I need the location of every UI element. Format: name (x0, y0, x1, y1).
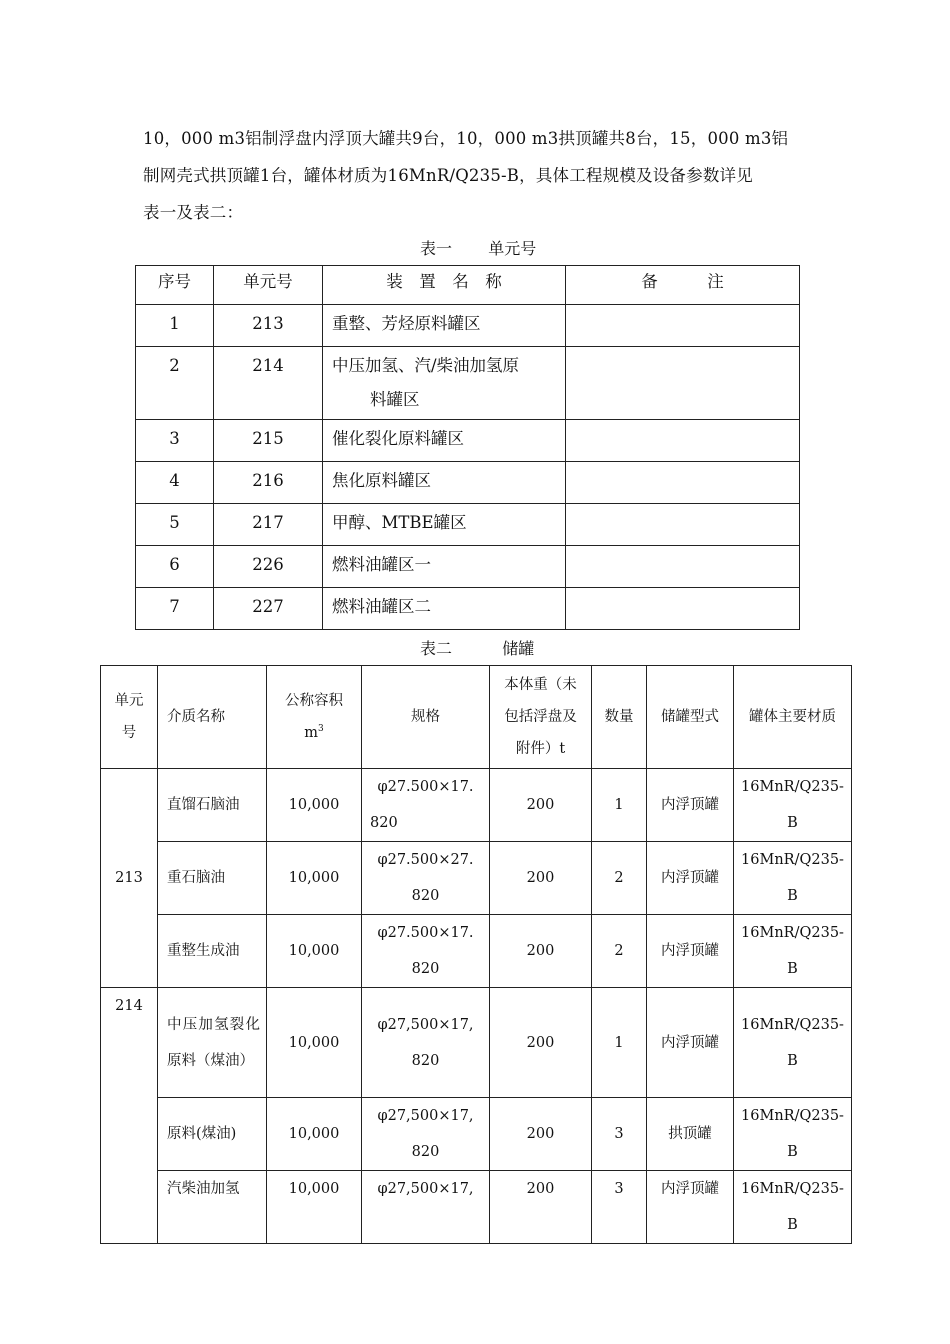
row-medium: 汽柴油加氢 (158, 1171, 267, 1244)
row-spec-line-2: 820 (411, 961, 440, 977)
header-material: 罐体主要材质 (734, 666, 852, 769)
table1-caption-title: 单元号 (488, 239, 537, 258)
table-row (136, 347, 800, 420)
row-name-line-2: 料罐区 (370, 390, 420, 409)
row-spec-line-2: 820 (411, 1144, 440, 1160)
row-unit: 217 (214, 504, 323, 546)
row-weight: 200 (490, 915, 592, 988)
row-spec (362, 1171, 490, 1244)
row-spec (362, 842, 490, 915)
row-qty: 2 (592, 842, 647, 915)
row-note (566, 462, 800, 504)
row-name: 燃料油罐区一 (323, 546, 566, 588)
row-medium: 重石脑油 (158, 842, 267, 915)
header-medium: 介质名称 (158, 666, 267, 769)
row-spec-line-1: φ27,500×17, (377, 1181, 474, 1197)
row-spec-line-1: φ27.500×17. (377, 925, 474, 941)
table-row (101, 1098, 852, 1171)
tank-table (100, 665, 852, 1244)
table-row (101, 988, 852, 1098)
row-name (323, 347, 566, 420)
intro-line-3: 表一及表二： (143, 203, 244, 222)
row-unit: 216 (214, 462, 323, 504)
row-weight: 200 (490, 1171, 592, 1244)
row-name: 催化裂化原料罐区 (323, 420, 566, 462)
table2-caption (420, 636, 534, 659)
row-material: 16MnR/Q235-B (734, 915, 852, 988)
row-volume: 10,000 (267, 988, 362, 1098)
row-note (566, 546, 800, 588)
row-note (566, 420, 800, 462)
row-volume: 10,000 (267, 1098, 362, 1171)
tank-table-header (101, 666, 852, 769)
row-spec-line-1: φ27.500×17. (377, 779, 474, 795)
row-seq: 7 (136, 588, 214, 630)
row-material: 16MnR/Q235-B (734, 1171, 852, 1244)
row-seq: 4 (136, 462, 214, 504)
row-weight: 200 (490, 988, 592, 1098)
header-unit-line-1: 单元 (114, 693, 144, 709)
header-type: 储罐型式 (647, 666, 734, 769)
row-name: 焦化原料罐区 (323, 462, 566, 504)
unit-214-cell: 214 (101, 988, 158, 1244)
row-unit: 214 (214, 347, 323, 420)
table-row (101, 915, 852, 988)
row-seq: 3 (136, 420, 214, 462)
row-medium: 中压加氢裂化原料（煤油） (158, 988, 267, 1098)
row-unit: 215 (214, 420, 323, 462)
row-qty: 3 (592, 1098, 647, 1171)
row-qty: 1 (592, 988, 647, 1098)
intro-line-2: 制网壳式拱顶罐1台，罐体材质为16MnR/Q235-B，具体工程规模及设备参数详见 (143, 166, 753, 185)
row-material: 16MnR/Q235-B (734, 988, 852, 1098)
row-qty: 2 (592, 915, 647, 988)
header-weight-line-3: 附件）t (515, 741, 566, 757)
unit-213-cell: 213 (101, 769, 158, 988)
header-volume (267, 666, 362, 769)
table2-caption-title: 储罐 (502, 639, 535, 658)
header-volume-line-1: 公称容积 (285, 693, 343, 709)
row-spec-line-2: 820 (411, 888, 440, 904)
row-unit: 213 (214, 305, 323, 347)
header-unit: 单元号 (214, 266, 323, 305)
row-type: 内浮顶罐 (647, 1171, 734, 1244)
intro-paragraph (143, 120, 813, 231)
row-unit: 227 (214, 588, 323, 630)
row-medium: 直馏石脑油 (158, 769, 267, 842)
row-type: 内浮顶罐 (647, 769, 734, 842)
row-seq: 1 (136, 305, 214, 347)
row-qty: 1 (592, 769, 647, 842)
row-spec-line-2: 820 (370, 815, 398, 831)
table-row (136, 420, 800, 462)
header-volume-sup: 3 (318, 724, 324, 735)
row-name: 燃料油罐区二 (323, 588, 566, 630)
header-weight (490, 666, 592, 769)
row-note (566, 305, 800, 347)
table1-caption-number: 表一 (420, 239, 453, 258)
row-spec (362, 988, 490, 1098)
row-name-line-1: 中压加氢、汽/柴油加氢原 (332, 356, 520, 375)
table-row (136, 462, 800, 504)
row-spec (362, 769, 490, 842)
row-volume: 10,000 (267, 1171, 362, 1244)
row-note (566, 347, 800, 420)
header-weight-line-2: 包括浮盘及 (504, 709, 577, 725)
row-seq: 5 (136, 504, 214, 546)
table-row (136, 305, 800, 347)
row-seq: 6 (136, 546, 214, 588)
intro-line-1: 10，000 m3铝制浮盘内浮顶大罐共9台，10，000 m3拱顶罐共8台，15，000 m3铝 (143, 129, 789, 148)
table-row (101, 769, 852, 842)
table-row (136, 588, 800, 630)
header-name: 装 置 名 称 (323, 266, 566, 305)
row-type: 内浮顶罐 (647, 842, 734, 915)
table-row (136, 504, 800, 546)
row-unit: 226 (214, 546, 323, 588)
table-row (136, 546, 800, 588)
row-name: 甲醇、MTBE罐区 (323, 504, 566, 546)
header-volume-unit: m (304, 725, 318, 741)
header-qty: 数量 (592, 666, 647, 769)
row-note (566, 588, 800, 630)
row-weight: 200 (490, 1098, 592, 1171)
table2-caption-number: 表二 (420, 639, 453, 658)
row-weight: 200 (490, 842, 592, 915)
row-weight: 200 (490, 769, 592, 842)
row-spec-line-2: 820 (411, 1052, 440, 1069)
row-material: 16MnR/Q235-B (734, 1098, 852, 1171)
header-spec: 规格 (362, 666, 490, 769)
header-note: 备 注 (566, 266, 800, 305)
row-qty: 3 (592, 1171, 647, 1244)
row-material: 16MnR/Q235-B (734, 842, 852, 915)
row-name: 重整、芳烃原料罐区 (323, 305, 566, 347)
row-volume: 10,000 (267, 769, 362, 842)
table-row (101, 842, 852, 915)
row-volume: 10,000 (267, 915, 362, 988)
row-type: 内浮顶罐 (647, 988, 734, 1098)
unit-table-header (136, 266, 800, 305)
row-material: 16MnR/Q235-B (734, 769, 852, 842)
row-spec (362, 1098, 490, 1171)
row-spec-line-1: φ27,500×17, (377, 1108, 474, 1124)
row-note (566, 504, 800, 546)
row-spec-line-1: φ27.500×27. (377, 852, 474, 868)
unit-table (135, 265, 800, 630)
table-row (101, 1171, 852, 1244)
header-unit (101, 666, 158, 769)
row-medium: 原料(煤油) (158, 1098, 267, 1171)
header-seq: 序号 (136, 266, 214, 305)
row-spec-line-1: φ27,500×17, (377, 1016, 474, 1033)
row-seq: 2 (136, 347, 214, 420)
row-medium: 重整生成油 (158, 915, 267, 988)
header-unit-line-2: 号 (121, 725, 137, 741)
row-volume: 10,000 (267, 842, 362, 915)
row-type: 内浮顶罐 (647, 915, 734, 988)
header-weight-line-1: 本体重（未 (504, 677, 577, 693)
row-type: 拱顶罐 (647, 1098, 734, 1171)
table1-caption (420, 236, 536, 259)
row-spec (362, 915, 490, 988)
